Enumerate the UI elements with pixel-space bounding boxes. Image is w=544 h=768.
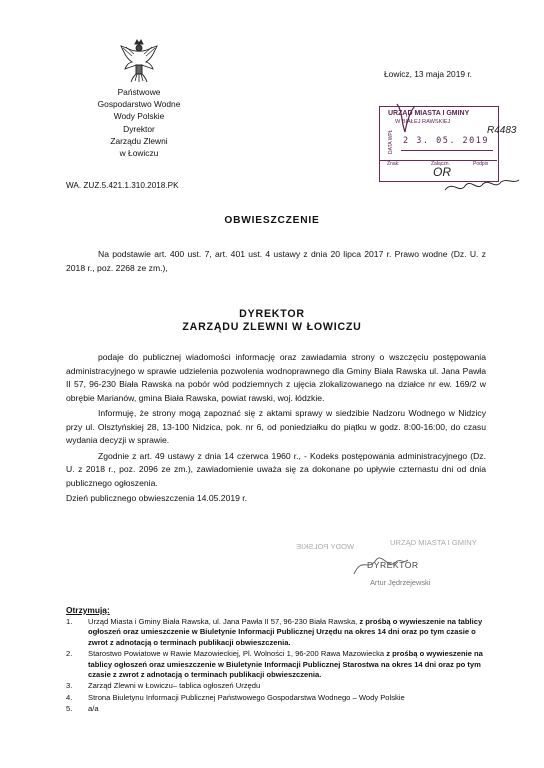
- recipient-item: [66, 649, 496, 680]
- recipient-text: Starostwo Powiatowe w Rawie Mazowieckiej, Pl. Wolności 1, 96-200 Rawa Mazowiecka: [88, 649, 387, 659]
- recipient-item: [66, 681, 496, 691]
- recipient-number: 2.: [66, 649, 73, 659]
- document-title: OBWIESZCZENIE: [224, 215, 320, 226]
- stamp-label-podpis: Podpis: [473, 161, 489, 167]
- recipient-text: Urząd Miasta i Gminy Biała Rawska, ul. Jana Pawła II 57, 96-230 Biała Rawska,: [88, 617, 360, 626]
- notice-body: [66, 351, 486, 508]
- faint-stamp-text: WODY POLSKIE: [296, 542, 355, 551]
- stamp-office-city: W BIAŁEJ RAWSKIEJ: [395, 119, 451, 125]
- legal-basis-text: Na podstawie art. 400 ust. 7, art. 401 ust. 4 ustawy z dnia 20 lipca 2017 r. Prawo wodne (Dz. U. z 2018 r., poz. 2268 ze zm.),: [66, 249, 486, 273]
- stamp-date: 2 3. 05. 2019: [403, 136, 490, 146]
- recipient-number: 4.: [66, 692, 73, 702]
- stamp-office-name: URZĄD MIASTA I GMINY: [388, 110, 470, 117]
- recipient-text: a/a: [88, 704, 99, 714]
- place-and-date: Łowicz, 13 maja 2019 r.: [384, 69, 472, 79]
- recipient-number: 5.: [66, 704, 73, 714]
- recipient-number: 1.: [66, 617, 73, 626]
- office-line: Wody Polskie: [113, 111, 165, 122]
- office-line: w Łowiczu: [119, 148, 159, 159]
- recipient-request: z prośbą o wywieszenie na tablicy ogłoszeń oraz umieszczenie w Biuletynie Informacji Publicznej Starostwa na okres 14 dni oraz po tym czasie z zwrot z adnotacją o terminach publikacji obwieszczenia.: [88, 649, 483, 680]
- issuing-office: [64, 86, 214, 159]
- stamp-side-text: DATA WPŁYWU: [388, 130, 394, 154]
- recipients-list: [66, 617, 496, 716]
- eagle-emblem-icon: [118, 38, 160, 84]
- body-paragraph: Dzień publicznego obwieszczenia 14.05.2019 r.: [66, 493, 248, 503]
- director-signature-stamp: [290, 536, 480, 588]
- faint-stamp-text: URZĄD MIASTA I GMINY: [390, 538, 477, 547]
- office-line: Państwowe: [117, 87, 161, 97]
- recipients-title: Otrzymują:: [66, 605, 110, 615]
- stamp-divider: [401, 150, 493, 151]
- recipient-item: [66, 617, 496, 648]
- handwritten-signature-icon: [443, 176, 521, 196]
- recipient-text: Zarząd Zlewni w Łowiczu– tablica ogłoszeń Urzędu: [88, 681, 261, 691]
- office-line: Zarządu Zlewni: [110, 135, 168, 146]
- authority-heading-line1: DYREKTOR: [239, 308, 305, 320]
- stamp-handwritten-mark: OR: [433, 165, 451, 179]
- legal-basis: [66, 248, 486, 275]
- stamp-label-zalacznik: Załączn.: [431, 161, 450, 167]
- handwritten-signature-icon: [393, 98, 433, 138]
- director-name: Artur Jędrzejewski: [370, 578, 431, 587]
- handwritten-signature-icon: [350, 550, 410, 580]
- body-paragraph: Informuję, że strony mogą zapoznać się z aktami sprawy w siedzibie Nadzoru Wodnego w Nidzicy przy ul. Olsztyńskiej 28, 13-100 Nidzica, pok. nr 6, od poniedziałku do piątku w godz. 8:00-16:00, do czasu wydania decyzji w sprawie.: [66, 408, 486, 445]
- office-line: Gospodarstwo Wodne: [97, 99, 181, 110]
- recipient-item: [66, 704, 496, 714]
- body-paragraph: podaje do publicznej wiadomości informację oraz zawiadamia strony o wszczęciu postępowania administracyjnego w sprawie udzielenia pozwolenia wodnoprawnego dla Gminy Biała Rawska ul. Jana Pawła II 57, 96-230 Biała Rawska na pobór wód podziemnych z ujęcia zlokalizowanego na działce nr ew. 169/2 w obrębie Marianów, gmina Biała Rawska, powiat rawski, woj. łódzkie.: [66, 352, 486, 403]
- stamp-label-znak: Znak:: [387, 161, 400, 167]
- authority-heading-line2: ZARZĄDU ZLEWNI W ŁOWICZU: [182, 321, 362, 333]
- recipient-item: [66, 693, 496, 703]
- received-stamp: [373, 92, 522, 196]
- recipient-text: Strona Biuletynu Informacji Publicznej Państwowego Gospodarstwa Wodnego – Wody Polskie: [88, 692, 405, 702]
- stamp-handwritten-number: R4483: [487, 125, 517, 136]
- director-title: DYREKTOR: [367, 560, 419, 570]
- reference-number: WA. ZUZ.5.421.1.310.2018.PK: [66, 181, 179, 190]
- recipient-number: 3.: [66, 681, 73, 691]
- office-line: Dyrektor: [123, 123, 155, 134]
- body-paragraph: Zgodnie z art. 49 ustawy z dnia 14 czerwca 1960 r., - Kodeks postępowania administracyjnego (Dz. U. z 2018 r., poz. 2096 ze zm.), zawiadomienie uważa się za dokonane po upływie czternastu dni od dnia publicznego ogłoszenia.: [66, 450, 486, 488]
- recipient-request: z prośbą o wywieszenie na tablicy ogłoszeń oraz umieszczenie w Biuletynie Informacji Publicznej Urzędu na okres 14 dni oraz po tym czasie o zwrot z adnotacją o terminach publikacji obwieszczenia.: [88, 617, 483, 647]
